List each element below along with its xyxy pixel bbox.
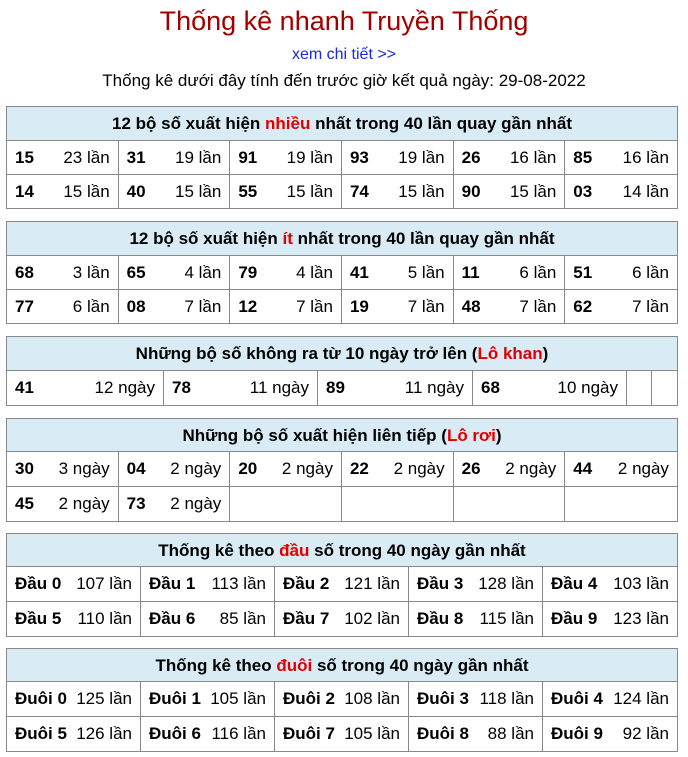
number: 78 bbox=[172, 378, 191, 397]
count: 7 lần bbox=[632, 296, 669, 316]
table-cell bbox=[141, 567, 275, 601]
table-cell bbox=[409, 717, 543, 751]
number: 74 bbox=[349, 181, 369, 201]
number: Đầu 4 bbox=[551, 574, 598, 593]
header-highlight: đuôi bbox=[276, 656, 313, 675]
number: 45 bbox=[15, 494, 34, 513]
empty-cell bbox=[565, 487, 677, 521]
table-cell bbox=[7, 602, 141, 636]
table-cell bbox=[7, 717, 141, 751]
count: 126 lần bbox=[76, 724, 132, 743]
number: 90 bbox=[461, 181, 481, 201]
lo-roi-header bbox=[7, 419, 677, 452]
table-cell bbox=[7, 290, 119, 323]
count: 7 lần bbox=[519, 296, 557, 316]
table-cell bbox=[565, 290, 677, 323]
count: 88 lần bbox=[487, 724, 534, 743]
empty-cell bbox=[230, 487, 342, 521]
count: 121 lần bbox=[344, 574, 400, 593]
count: 85 lần bbox=[219, 609, 266, 628]
lo-khan-header bbox=[7, 337, 677, 371]
table-row bbox=[7, 371, 677, 405]
table-row bbox=[7, 601, 677, 636]
header-highlight: Lô rơi bbox=[446, 426, 496, 445]
table-cell bbox=[409, 602, 543, 636]
table-row bbox=[7, 486, 677, 521]
number: Đuôi 9 bbox=[551, 724, 603, 743]
count: 16 lần bbox=[509, 147, 557, 167]
table-cell bbox=[409, 567, 543, 601]
table-cell bbox=[7, 682, 141, 716]
count: 7 lần bbox=[407, 296, 445, 316]
header-text: số trong 40 ngày gần nhất bbox=[309, 541, 526, 560]
detail-link[interactable]: xem chi tiết >> bbox=[291, 46, 397, 63]
number: 30 bbox=[15, 459, 34, 478]
number: Đuôi 0 bbox=[15, 689, 67, 708]
table-cell bbox=[7, 371, 164, 405]
table-cell bbox=[119, 290, 231, 323]
table-cell bbox=[342, 290, 454, 323]
table-cell bbox=[164, 371, 318, 405]
header-text: ) bbox=[542, 344, 549, 363]
header-text: ) bbox=[495, 426, 502, 445]
header-highlight: đầu bbox=[279, 541, 310, 560]
count: 15 lần bbox=[63, 181, 110, 201]
number: Đầu 8 bbox=[417, 609, 464, 628]
number: 12 bbox=[238, 296, 258, 316]
count: 110 lần bbox=[77, 609, 132, 628]
count: 123 lần bbox=[613, 609, 669, 628]
table-cell bbox=[454, 290, 566, 323]
number: 51 bbox=[573, 262, 593, 282]
number: 26 bbox=[461, 147, 481, 167]
count: 6 lần bbox=[519, 262, 557, 282]
number: 15 bbox=[15, 147, 34, 167]
table-cell bbox=[119, 452, 231, 486]
number: 55 bbox=[238, 181, 258, 201]
table-cell bbox=[454, 256, 566, 289]
table-cell bbox=[7, 175, 119, 208]
number: 41 bbox=[349, 262, 369, 282]
count: 6 lần bbox=[632, 262, 669, 282]
count: 15 lần bbox=[174, 181, 222, 201]
number: 79 bbox=[238, 262, 258, 282]
count: 116 lần bbox=[211, 724, 266, 743]
table-cell bbox=[119, 175, 231, 208]
count: 11 ngày bbox=[249, 378, 309, 397]
count: 19 lần bbox=[286, 147, 333, 167]
count: 2 ngày bbox=[170, 494, 222, 513]
table-cell bbox=[141, 717, 275, 751]
duoi-stats-table bbox=[6, 648, 678, 752]
number: Đầu 6 bbox=[149, 609, 196, 628]
duoi-stats-header bbox=[7, 649, 677, 682]
number: 68 bbox=[15, 262, 34, 282]
table-cell bbox=[342, 141, 454, 174]
table-cell bbox=[565, 141, 677, 174]
count: 2 ngày bbox=[505, 459, 557, 478]
count: 102 lần bbox=[344, 609, 400, 628]
number: Đuôi 5 bbox=[15, 724, 67, 743]
number: 62 bbox=[573, 296, 593, 316]
count: 19 lần bbox=[174, 147, 222, 167]
table-cell bbox=[141, 682, 275, 716]
count: 103 lần bbox=[613, 574, 669, 593]
table-cell bbox=[7, 567, 141, 601]
number: 68 bbox=[481, 378, 500, 397]
count: 3 lần bbox=[72, 262, 110, 282]
table-cell bbox=[543, 717, 677, 751]
number: 91 bbox=[238, 147, 258, 167]
table-cell bbox=[230, 290, 342, 323]
count: 5 lần bbox=[407, 262, 445, 282]
table-cell bbox=[565, 256, 677, 289]
dau-stats-header bbox=[7, 534, 677, 567]
number: Đuôi 1 bbox=[149, 689, 201, 708]
most-frequent-header bbox=[7, 107, 677, 141]
number: 40 bbox=[126, 181, 146, 201]
empty-cell bbox=[627, 371, 652, 405]
lo-khan-table bbox=[6, 336, 678, 406]
table-cell bbox=[454, 175, 566, 208]
table-cell bbox=[230, 175, 342, 208]
number: 04 bbox=[126, 459, 146, 478]
number: 77 bbox=[15, 296, 34, 316]
table-cell bbox=[7, 452, 119, 486]
table-cell bbox=[141, 602, 275, 636]
table-cell bbox=[119, 487, 231, 521]
table-cell bbox=[275, 602, 409, 636]
number: Đầu 1 bbox=[149, 574, 196, 593]
lo-roi-table bbox=[6, 418, 678, 522]
table-cell bbox=[275, 682, 409, 716]
number: 48 bbox=[461, 296, 481, 316]
count: 15 lần bbox=[398, 181, 445, 201]
number: Đuôi 8 bbox=[417, 724, 469, 743]
number: 11 bbox=[461, 262, 480, 282]
number: 85 bbox=[573, 147, 593, 167]
count: 128 lần bbox=[478, 574, 534, 593]
count: 107 lần bbox=[76, 574, 132, 593]
number: Đầu 5 bbox=[15, 609, 62, 628]
count: 125 lần bbox=[76, 689, 132, 708]
header-text: 12 bộ số xuất hiện bbox=[129, 229, 283, 248]
header-text: Thống kê theo bbox=[155, 656, 277, 675]
number: 31 bbox=[126, 147, 146, 167]
number: 03 bbox=[573, 181, 593, 201]
count: 113 lần bbox=[211, 574, 266, 593]
count: 7 lần bbox=[184, 296, 222, 316]
header-text: nhất trong 40 lần quay gần nhất bbox=[310, 114, 573, 133]
count: 115 lần bbox=[479, 609, 534, 628]
header-text: Thống kê theo bbox=[158, 541, 280, 560]
table-row bbox=[7, 567, 677, 601]
table-cell bbox=[275, 567, 409, 601]
count: 108 lần bbox=[344, 689, 400, 708]
number: 26 bbox=[461, 459, 481, 478]
number: 44 bbox=[573, 459, 593, 478]
header-text: nhất trong 40 lần quay gần nhất bbox=[292, 229, 555, 248]
number: Đuôi 3 bbox=[417, 689, 469, 708]
number: 14 bbox=[15, 181, 34, 201]
table-cell bbox=[543, 567, 677, 601]
least-frequent-table bbox=[6, 221, 678, 324]
table-cell bbox=[7, 256, 119, 289]
most-frequent-table bbox=[6, 106, 678, 209]
header-text: Những bộ số không ra từ 10 ngày trở lên ( bbox=[135, 344, 478, 363]
number: 93 bbox=[349, 147, 369, 167]
table-cell bbox=[454, 141, 566, 174]
header-highlight: ít bbox=[282, 229, 293, 248]
count: 6 lần bbox=[72, 296, 110, 316]
count: 92 lần bbox=[622, 724, 669, 743]
count: 11 ngày bbox=[404, 378, 464, 397]
count: 2 ngày bbox=[58, 494, 110, 513]
count: 19 lần bbox=[398, 147, 445, 167]
count: 118 lần bbox=[479, 689, 534, 708]
table-cell bbox=[7, 487, 119, 521]
count: 16 lần bbox=[622, 147, 669, 167]
count: 7 lần bbox=[296, 296, 333, 316]
count: 4 lần bbox=[184, 262, 222, 282]
number: 20 bbox=[238, 459, 258, 478]
table-cell bbox=[119, 141, 231, 174]
table-cell bbox=[230, 256, 342, 289]
table-row bbox=[7, 289, 677, 323]
page-subtitle: Thống kê dưới đây tính đến trước giờ kết quả ngày: 29-08-2022 bbox=[102, 71, 586, 90]
number: 22 bbox=[349, 459, 369, 478]
number: Đuôi 6 bbox=[149, 724, 201, 743]
table-row bbox=[7, 682, 677, 716]
number: 08 bbox=[126, 296, 146, 316]
header-text: 12 bộ số xuất hiện bbox=[111, 114, 266, 133]
table-cell bbox=[409, 682, 543, 716]
count: 105 lần bbox=[344, 724, 400, 743]
table-cell bbox=[543, 602, 677, 636]
number: Đầu 3 bbox=[417, 574, 464, 593]
table-cell bbox=[473, 371, 627, 405]
table-cell bbox=[565, 452, 677, 486]
number: 73 bbox=[126, 494, 146, 513]
empty-cell bbox=[342, 487, 454, 521]
header-highlight: Lô khan bbox=[477, 344, 543, 363]
header-text: số trong 40 ngày gần nhất bbox=[312, 656, 529, 675]
number: Đuôi 2 bbox=[283, 689, 335, 708]
table-cell bbox=[342, 256, 454, 289]
empty-cell bbox=[652, 371, 677, 405]
number: 41 bbox=[15, 378, 34, 397]
table-row bbox=[7, 141, 677, 174]
table-cell bbox=[543, 682, 677, 716]
table-row bbox=[7, 716, 677, 751]
number: Đầu 2 bbox=[283, 574, 330, 593]
count: 14 lần bbox=[622, 181, 669, 201]
table-cell bbox=[342, 452, 454, 486]
table-cell bbox=[7, 141, 119, 174]
table-cell bbox=[318, 371, 473, 405]
table-cell bbox=[275, 717, 409, 751]
count: 15 lần bbox=[286, 181, 333, 201]
table-cell bbox=[454, 452, 566, 486]
header-text: Những bộ số xuất hiện liên tiếp ( bbox=[182, 426, 447, 445]
count: 124 lần bbox=[613, 689, 669, 708]
number: Đầu 0 bbox=[15, 574, 62, 593]
count: 10 ngày bbox=[557, 378, 618, 397]
number: 19 bbox=[349, 296, 369, 316]
table-row bbox=[7, 174, 677, 208]
count: 12 ngày bbox=[94, 378, 155, 397]
count: 4 lần bbox=[296, 262, 333, 282]
count: 2 ngày bbox=[393, 459, 445, 478]
count: 105 lần bbox=[210, 689, 266, 708]
empty-cell bbox=[454, 487, 566, 521]
count: 23 lần bbox=[63, 147, 110, 167]
table-row bbox=[7, 256, 677, 289]
table-cell bbox=[565, 175, 677, 208]
least-frequent-header bbox=[7, 222, 677, 256]
count: 3 ngày bbox=[58, 459, 110, 478]
page-title: Thống kê nhanh Truyền Thống bbox=[159, 6, 529, 36]
number: Đầu 9 bbox=[551, 609, 598, 628]
table-cell bbox=[342, 175, 454, 208]
dau-stats-table bbox=[6, 533, 678, 637]
table-cell bbox=[119, 256, 231, 289]
count: 2 ngày bbox=[617, 459, 669, 478]
number: 89 bbox=[326, 378, 345, 397]
table-cell bbox=[230, 452, 342, 486]
table-row bbox=[7, 452, 677, 486]
number: Đuôi 4 bbox=[551, 689, 603, 708]
header-highlight: nhiều bbox=[265, 114, 311, 133]
number: Đuôi 7 bbox=[283, 724, 335, 743]
table-cell bbox=[230, 141, 342, 174]
number: 65 bbox=[126, 262, 146, 282]
count: 2 ngày bbox=[170, 459, 222, 478]
count: 15 lần bbox=[509, 181, 557, 201]
number: Đầu 7 bbox=[283, 609, 330, 628]
count: 2 ngày bbox=[281, 459, 333, 478]
